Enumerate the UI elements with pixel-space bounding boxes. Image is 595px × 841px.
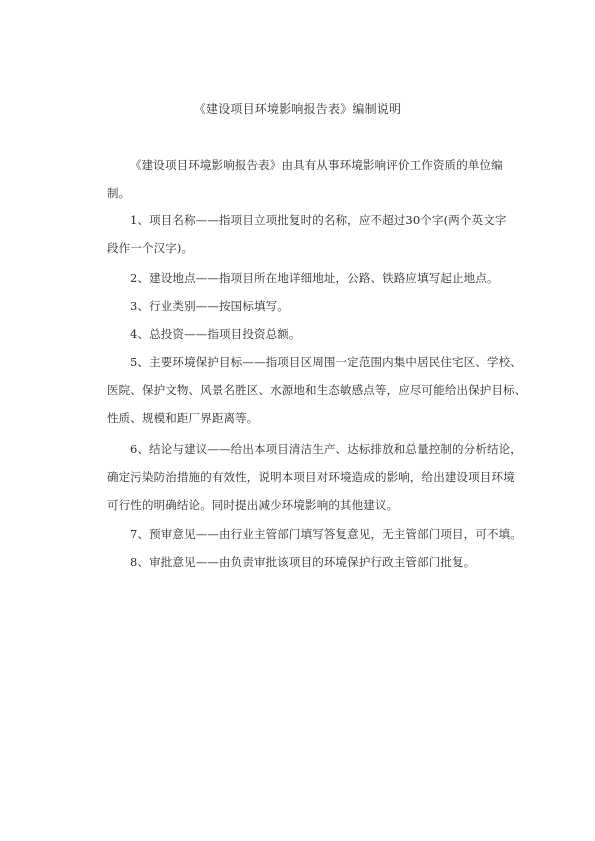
intro-line-2: 制。 <box>107 186 131 200</box>
item-4-line: 4、总投资——指项目投资总额。 <box>130 327 301 341</box>
item-7-line: 7、预审意见——由行业主管部门填写答复意见，无主管部门项目，可不填。 <box>130 527 522 541</box>
item-2-line: 2、建设地点——指项目所在地详细地址，公路、铁路应填写起止地点。 <box>130 271 499 285</box>
item-8-line: 8、审批意见——由负责审批该项目的环境保护行政主管部门批复。 <box>130 555 476 569</box>
item-6-line-1: 6、结论与建议——给出本项目清洁生产、达标排放和总量控制的分析结论， <box>130 442 522 456</box>
item-6-line-2: 确定污染防治措施的有效性，说明本项目对环境造成的影响，给出建设项目环境 <box>107 470 515 484</box>
item-5-line-2: 医院、保护文物、风景名胜区、水源地和生态敏感点等，应尽可能给出保护目标、 <box>107 383 527 397</box>
document-title: 《建设项目环境影响报告表》编制说明 <box>193 102 402 116</box>
intro-line-1: 《建设项目环境影响报告表》由具有从事环境影响评价工作资质的单位编 <box>130 158 503 172</box>
item-5-line-3: 性质、规模和距厂界距离等。 <box>107 411 259 425</box>
item-3-line: 3、行业类别——按国标填写。 <box>130 299 289 313</box>
item-6-line-3: 可行性的明确结论。同时提出减少环境影响的其他建议。 <box>107 498 399 512</box>
item-1-line-1: 1、项目名称——指项目立项批复时的名称，应不超过30个字(两个英文字 <box>130 213 507 227</box>
item-1-line-2: 段作一个汉字)。 <box>107 241 194 255</box>
item-5-line-1: 5、主要环境保护目标——指项目区周围一定范围内集中居民住宅区、学校、 <box>130 355 522 369</box>
